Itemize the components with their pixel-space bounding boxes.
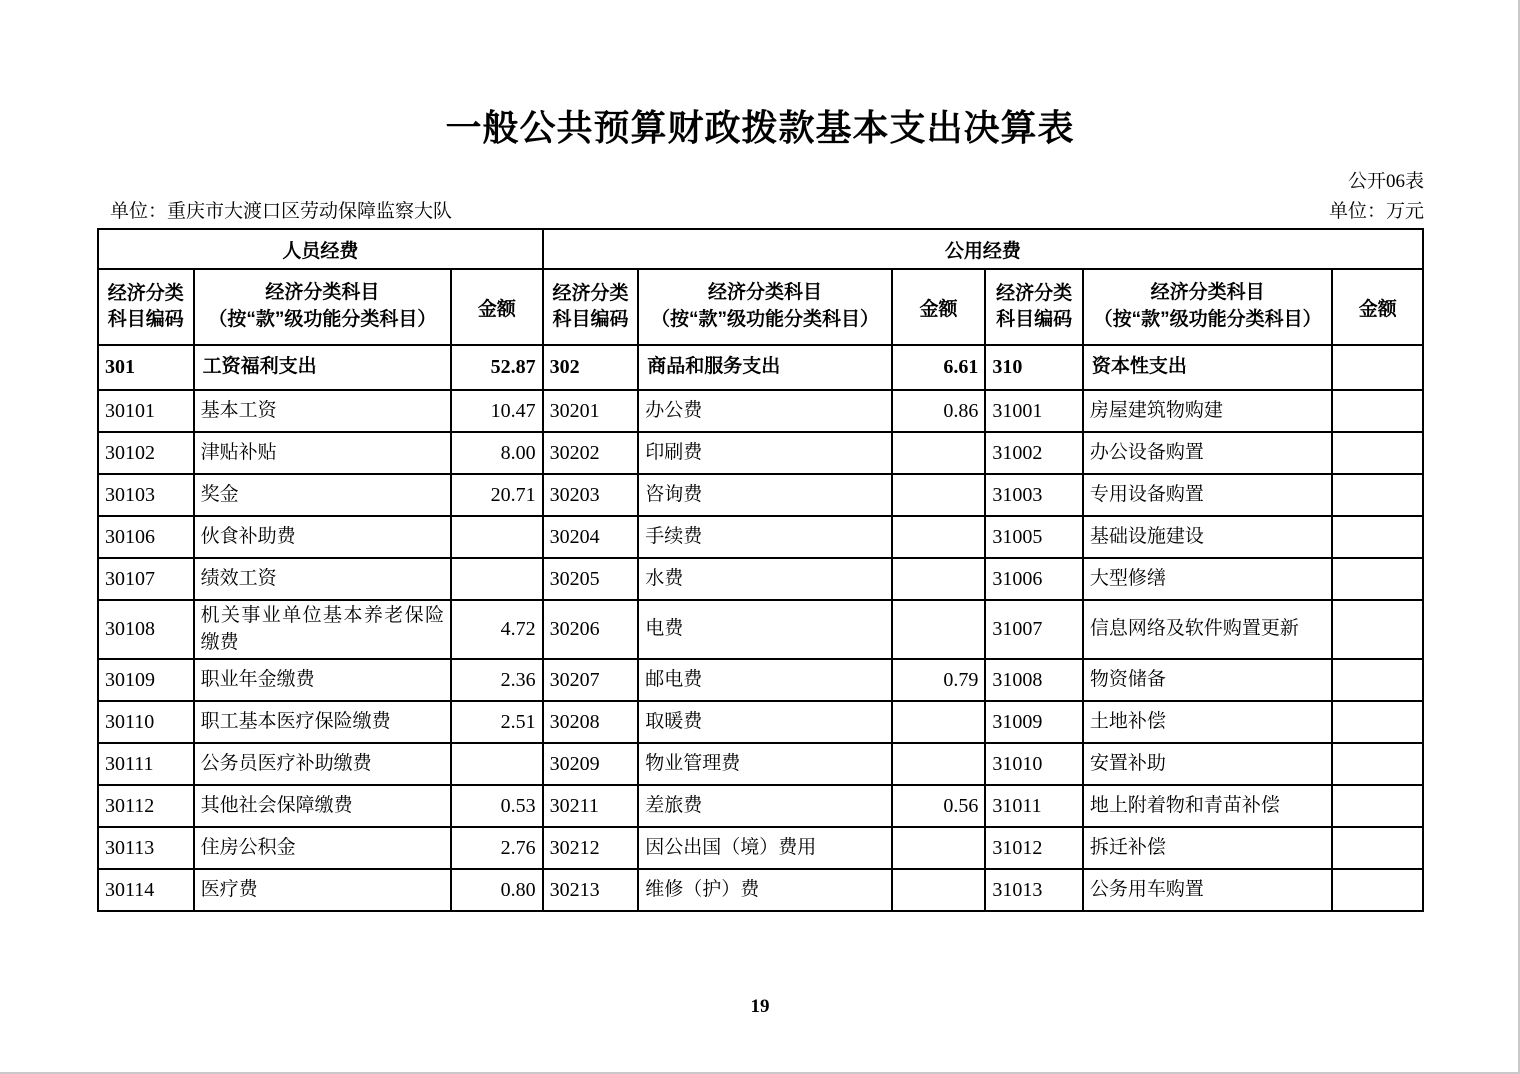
subject-cell: 资本性支出 <box>1083 345 1333 390</box>
subject-header-line1: 经济分类科目 <box>707 282 822 304</box>
table-row <box>98 390 1423 432</box>
code-cell: 30107 <box>98 558 194 600</box>
amount-cell: 10.47 <box>451 390 543 432</box>
amount-cell <box>1332 474 1423 516</box>
code-cell: 30108 <box>98 600 194 659</box>
subject-cell: 电费 <box>638 600 892 659</box>
subject-header-line2: （按“款”级功能分类科目） <box>650 309 879 330</box>
code-cell: 31006 <box>985 558 1083 600</box>
code-cell: 30109 <box>98 659 194 701</box>
code-cell: 31010 <box>985 743 1083 785</box>
code-cell: 31012 <box>985 827 1083 869</box>
amount-cell <box>892 701 986 743</box>
amount-cell <box>1332 785 1423 827</box>
table-row <box>98 432 1423 474</box>
code-cell: 302 <box>543 345 639 390</box>
subject-cell: 印刷费 <box>638 432 892 474</box>
code-cell: 30202 <box>543 432 639 474</box>
code-cell: 31005 <box>985 516 1083 558</box>
code-cell: 31009 <box>985 701 1083 743</box>
section-header-row <box>98 229 1423 269</box>
expenditure-table <box>97 228 1424 912</box>
subject-cell: 医疗费 <box>194 869 452 911</box>
page-title: 一般公共预算财政拨款基本支出决算表 <box>445 107 1075 148</box>
amount-cell <box>1332 516 1423 558</box>
code-cell: 30111 <box>98 743 194 785</box>
subject-cell: 其他社会保障缴费 <box>194 785 452 827</box>
subject-cell: 信息网络及软件购置更新 <box>1083 600 1333 659</box>
column-header-code-2: 经济分类科目编码 <box>543 269 639 345</box>
amount-cell <box>1332 659 1423 701</box>
amount-cell <box>1332 345 1423 390</box>
subject-cell: 基本工资 <box>194 390 452 432</box>
code-cell: 30114 <box>98 869 194 911</box>
code-cell: 301 <box>98 345 194 390</box>
amount-cell <box>451 743 543 785</box>
amount-cell: 0.79 <box>892 659 986 701</box>
subject-cell: 物业管理费 <box>638 743 892 785</box>
column-header-subject-2 <box>638 269 892 345</box>
column-header-subject-1 <box>194 269 452 345</box>
column-header-subject-3 <box>1083 269 1333 345</box>
amount-cell: 0.80 <box>451 869 543 911</box>
subject-cell: 咨询费 <box>638 474 892 516</box>
code-cell: 30101 <box>98 390 194 432</box>
subject-cell: 物资储备 <box>1083 659 1333 701</box>
table-row <box>98 701 1423 743</box>
subject-cell: 办公费 <box>638 390 892 432</box>
amount-cell: 2.51 <box>451 701 543 743</box>
table-row <box>98 474 1423 516</box>
code-cell: 30204 <box>543 516 639 558</box>
code-cell: 31011 <box>985 785 1083 827</box>
form-code-label: 公开06表 <box>1347 171 1424 192</box>
code-cell: 31002 <box>985 432 1083 474</box>
column-header-amount-2: 金额 <box>892 269 986 345</box>
amount-cell <box>892 474 986 516</box>
unit-name-label: 单位：重庆市大渡口区劳动保障监察大队 <box>110 201 453 222</box>
code-cell: 30113 <box>98 827 194 869</box>
column-header-code-1: 经济分类科目编码 <box>98 269 194 345</box>
subject-cell: 专用设备购置 <box>1083 474 1333 516</box>
code-cell: 31001 <box>985 390 1083 432</box>
code-cell: 31007 <box>985 600 1083 659</box>
subject-cell: 取暖费 <box>638 701 892 743</box>
table-row <box>98 558 1423 600</box>
subject-header-line1: 经济分类科目 <box>1150 282 1265 304</box>
amount-cell: 2.36 <box>451 659 543 701</box>
amount-cell <box>1332 432 1423 474</box>
code-cell: 31003 <box>985 474 1083 516</box>
amount-cell <box>892 827 986 869</box>
table-row <box>98 827 1423 869</box>
code-cell: 30212 <box>543 827 639 869</box>
amount-cell <box>892 432 986 474</box>
amount-cell <box>892 743 986 785</box>
subject-cell: 商品和服务支出 <box>638 345 892 390</box>
subject-header-line2: （按“款”级功能分类科目） <box>208 309 437 330</box>
table-row <box>98 743 1423 785</box>
amount-cell <box>892 516 986 558</box>
amount-cell: 2.76 <box>451 827 543 869</box>
subject-cell: 水费 <box>638 558 892 600</box>
code-cell: 30206 <box>543 600 639 659</box>
amount-cell: 52.87 <box>451 345 543 390</box>
amount-cell: 0.56 <box>892 785 986 827</box>
table-row <box>98 869 1423 911</box>
code-cell: 30203 <box>543 474 639 516</box>
amount-cell <box>1332 600 1423 659</box>
subject-cell: 工资福利支出 <box>194 345 452 390</box>
subject-cell: 绩效工资 <box>194 558 452 600</box>
amount-cell <box>1332 390 1423 432</box>
amount-cell: 8.00 <box>451 432 543 474</box>
code-cell: 30207 <box>543 659 639 701</box>
code-cell: 31008 <box>985 659 1083 701</box>
section-header-personnel: 人员经费 <box>98 229 543 269</box>
code-cell: 30208 <box>543 701 639 743</box>
amount-cell <box>892 600 986 659</box>
amount-cell: 0.53 <box>451 785 543 827</box>
subject-cell: 职工基本医疗保险缴费 <box>194 701 452 743</box>
subject-cell: 拆迁补偿 <box>1083 827 1333 869</box>
column-header-amount-3: 金额 <box>1332 269 1423 345</box>
subject-cell: 机关事业单位基本养老保险缴费 <box>194 600 452 659</box>
amount-cell <box>1332 701 1423 743</box>
subject-cell: 职业年金缴费 <box>194 659 452 701</box>
table-row <box>98 785 1423 827</box>
subject-cell: 安置补助 <box>1083 743 1333 785</box>
subject-cell: 基础设施建设 <box>1083 516 1333 558</box>
subject-header-line1: 经济分类科目 <box>265 282 380 304</box>
amount-cell: 0.86 <box>892 390 986 432</box>
amount-cell <box>1332 558 1423 600</box>
subject-cell: 公务员医疗补助缴费 <box>194 743 452 785</box>
subject-cell: 差旅费 <box>638 785 892 827</box>
table-row <box>98 600 1423 659</box>
subject-header-line2: （按“款”级功能分类科目） <box>1093 309 1322 330</box>
amount-cell <box>892 558 986 600</box>
unit-line <box>110 196 1424 223</box>
code-cell: 30112 <box>98 785 194 827</box>
code-cell: 30213 <box>543 869 639 911</box>
amount-cell <box>1332 743 1423 785</box>
subject-cell: 手续费 <box>638 516 892 558</box>
column-header-code-3: 经济分类科目编码 <box>985 269 1083 345</box>
subject-cell: 公务用车购置 <box>1083 869 1333 911</box>
code-cell: 30209 <box>543 743 639 785</box>
subject-cell: 地上附着物和青苗补偿 <box>1083 785 1333 827</box>
table-row <box>98 659 1423 701</box>
subject-cell: 津贴补贴 <box>194 432 452 474</box>
code-cell: 30102 <box>98 432 194 474</box>
subject-cell: 住房公积金 <box>194 827 452 869</box>
unit-currency-label: 单位：万元 <box>1328 201 1424 222</box>
subject-cell: 办公设备购置 <box>1083 432 1333 474</box>
subject-cell: 邮电费 <box>638 659 892 701</box>
code-cell: 30211 <box>543 785 639 827</box>
subject-cell: 大型修缮 <box>1083 558 1333 600</box>
code-cell: 310 <box>985 345 1083 390</box>
code-cell: 30106 <box>98 516 194 558</box>
column-header-row <box>98 269 1423 345</box>
amount-cell <box>1332 827 1423 869</box>
code-cell: 30205 <box>543 558 639 600</box>
subject-cell: 因公出国（境）费用 <box>638 827 892 869</box>
column-header-amount-1: 金额 <box>451 269 543 345</box>
subject-cell: 奖金 <box>194 474 452 516</box>
subject-cell: 维修（护）费 <box>638 869 892 911</box>
code-cell: 30110 <box>98 701 194 743</box>
code-cell: 30201 <box>543 390 639 432</box>
subject-cell: 伙食补助费 <box>194 516 452 558</box>
subject-cell: 土地补偿 <box>1083 701 1333 743</box>
code-cell: 30103 <box>98 474 194 516</box>
amount-cell <box>451 558 543 600</box>
table-row <box>98 345 1423 390</box>
amount-cell: 20.71 <box>451 474 543 516</box>
amount-cell <box>1332 869 1423 911</box>
section-header-public: 公用经费 <box>543 229 1423 269</box>
code-cell: 31013 <box>985 869 1083 911</box>
page-number: 19 <box>750 996 770 1017</box>
subject-cell: 房屋建筑物购建 <box>1083 390 1333 432</box>
amount-cell: 6.61 <box>892 345 986 390</box>
amount-cell <box>451 516 543 558</box>
amount-cell <box>892 869 986 911</box>
table-row <box>98 516 1423 558</box>
amount-cell: 4.72 <box>451 600 543 659</box>
